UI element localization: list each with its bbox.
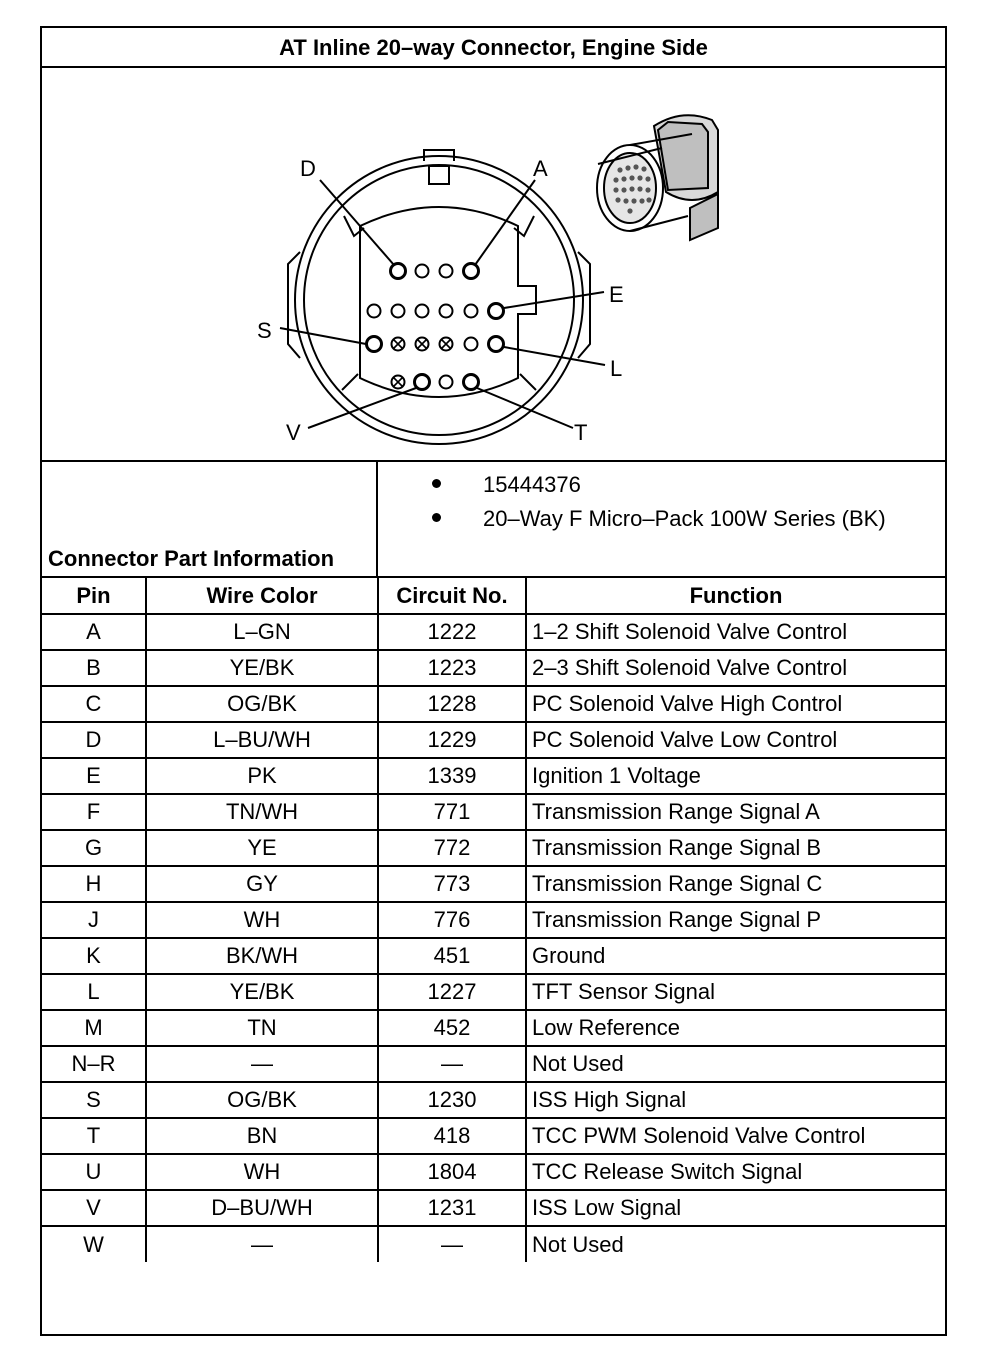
part-info-item	[378, 504, 945, 534]
cell-circuit: 1231	[378, 1190, 526, 1226]
cavity-l	[489, 337, 504, 352]
page-title: AT Inline 20–way Connector, Engine Side	[42, 28, 945, 68]
callout-l: L	[610, 356, 623, 381]
bullet-icon	[432, 479, 441, 488]
connector-inner-ring	[304, 165, 574, 435]
cell-pin: G	[42, 830, 146, 866]
cell-wire-color: —	[146, 1046, 378, 1082]
cavity	[440, 265, 453, 278]
pinout-table-body	[42, 614, 945, 1262]
cell-circuit: 773	[378, 866, 526, 902]
bullet-icon	[432, 513, 441, 522]
connector-figure	[42, 68, 945, 462]
cavity-t	[464, 375, 479, 390]
part-info-label-cell	[42, 462, 378, 578]
header-pin: Pin	[42, 578, 146, 614]
cell-pin: H	[42, 866, 146, 902]
cell-function: ISS High Signal	[526, 1082, 945, 1118]
cell-pin: N–R	[42, 1046, 146, 1082]
cell-pin: A	[42, 614, 146, 650]
cell-wire-color: BN	[146, 1118, 378, 1154]
cavity	[392, 305, 405, 318]
cell-function: 1–2 Shift Solenoid Valve Control	[526, 614, 945, 650]
cavity-a	[464, 264, 479, 279]
part-info-label: Connector Part Information	[48, 546, 335, 571]
cell-function: Transmission Range Signal A	[526, 794, 945, 830]
cell-function: Not Used	[526, 1046, 945, 1082]
callout-v: V	[286, 420, 301, 445]
cell-wire-color: WH	[146, 1154, 378, 1190]
part-info-values	[378, 462, 945, 578]
cell-circuit: 451	[378, 938, 526, 974]
table-row	[42, 1190, 945, 1226]
connector-3d-illustration	[597, 115, 718, 240]
cell-pin: U	[42, 1154, 146, 1190]
callout-s: S	[257, 318, 272, 343]
cell-circuit: —	[378, 1046, 526, 1082]
cavity	[440, 376, 453, 389]
cell-pin: M	[42, 1010, 146, 1046]
cell-function: TCC Release Switch Signal	[526, 1154, 945, 1190]
cavity-row-3	[367, 337, 504, 352]
cell-function: Transmission Range Signal C	[526, 866, 945, 902]
cell-pin: D	[42, 722, 146, 758]
table-row	[42, 1082, 945, 1118]
callout-e: E	[609, 282, 624, 307]
cell-wire-color: YE/BK	[146, 974, 378, 1010]
cell-pin: K	[42, 938, 146, 974]
cell-wire-color: L–BU/WH	[146, 722, 378, 758]
cell-function: 2–3 Shift Solenoid Valve Control	[526, 650, 945, 686]
cavity	[368, 305, 381, 318]
cell-pin: S	[42, 1082, 146, 1118]
cell-wire-color: BK/WH	[146, 938, 378, 974]
table-row	[42, 650, 945, 686]
table-row	[42, 866, 945, 902]
cell-pin: V	[42, 1190, 146, 1226]
table-row	[42, 902, 945, 938]
cavity	[416, 265, 429, 278]
cell-circuit: 1230	[378, 1082, 526, 1118]
table-row	[42, 938, 945, 974]
pinout-table	[42, 578, 945, 1262]
cell-function: ISS Low Signal	[526, 1190, 945, 1226]
cell-circuit: 771	[378, 794, 526, 830]
header-circuit: Circuit No.	[378, 578, 526, 614]
table-row	[42, 722, 945, 758]
cell-function: TFT Sensor Signal	[526, 974, 945, 1010]
cavity-s	[367, 337, 382, 352]
cell-pin: T	[42, 1118, 146, 1154]
cell-pin: C	[42, 686, 146, 722]
table-row	[42, 1226, 945, 1262]
cell-function: TCC PWM Solenoid Valve Control	[526, 1118, 945, 1154]
cell-circuit: —	[378, 1226, 526, 1262]
table-row	[42, 1010, 945, 1046]
table-row	[42, 758, 945, 794]
cell-circuit: 418	[378, 1118, 526, 1154]
table-row	[42, 686, 945, 722]
cell-wire-color: —	[146, 1226, 378, 1262]
cell-function: Transmission Range Signal B	[526, 830, 945, 866]
cell-circuit: 1222	[378, 614, 526, 650]
cell-function: Ignition 1 Voltage	[526, 758, 945, 794]
cell-circuit: 1339	[378, 758, 526, 794]
table-row	[42, 1118, 945, 1154]
callout-d: D	[300, 156, 316, 181]
cavity	[465, 338, 478, 351]
cavity-row-2	[368, 304, 504, 319]
connector-key-slot	[429, 166, 449, 184]
cell-pin: L	[42, 974, 146, 1010]
cell-function: PC Solenoid Valve Low Control	[526, 722, 945, 758]
cell-wire-color: PK	[146, 758, 378, 794]
table-row	[42, 1046, 945, 1082]
connector-diagram	[42, 68, 945, 462]
cell-wire-color: WH	[146, 902, 378, 938]
cell-circuit: 1227	[378, 974, 526, 1010]
table-row	[42, 974, 945, 1010]
part-info-item	[378, 470, 945, 500]
cell-circuit: 772	[378, 830, 526, 866]
cell-pin: B	[42, 650, 146, 686]
cell-function: Not Used	[526, 1226, 945, 1262]
cell-wire-color: L–GN	[146, 614, 378, 650]
cavity-e	[489, 304, 504, 319]
cell-wire-color: GY	[146, 866, 378, 902]
table-row	[42, 794, 945, 830]
cell-circuit: 1223	[378, 650, 526, 686]
cavity-d	[391, 264, 406, 279]
cell-wire-color: YE	[146, 830, 378, 866]
cavity	[440, 305, 453, 318]
cell-pin: F	[42, 794, 146, 830]
cell-circuit: 452	[378, 1010, 526, 1046]
cell-pin: W	[42, 1226, 146, 1262]
cavity-row-1	[391, 264, 479, 279]
part-number: 15444376	[483, 472, 581, 497]
cell-circuit: 1228	[378, 686, 526, 722]
table-row	[42, 1154, 945, 1190]
part-description: 20–Way F Micro–Pack 100W Series (BK)	[483, 506, 886, 531]
connector-outer-ring	[295, 156, 583, 444]
cell-circuit: 1229	[378, 722, 526, 758]
cell-circuit: 1804	[378, 1154, 526, 1190]
cell-pin: E	[42, 758, 146, 794]
cell-circuit: 776	[378, 902, 526, 938]
cell-wire-color: TN	[146, 1010, 378, 1046]
cavity	[465, 305, 478, 318]
table-row	[42, 830, 945, 866]
cavity-row-4	[392, 375, 479, 390]
cell-function: Transmission Range Signal P	[526, 902, 945, 938]
cell-wire-color: D–BU/WH	[146, 1190, 378, 1226]
cavity-v	[415, 375, 430, 390]
cell-wire-color: OG/BK	[146, 686, 378, 722]
cell-wire-color: TN/WH	[146, 794, 378, 830]
header-wire-color: Wire Color	[146, 578, 378, 614]
connector-sheet	[40, 26, 947, 1336]
table-header-row	[42, 578, 945, 614]
connector-insert-face	[360, 207, 536, 397]
cell-pin: J	[42, 902, 146, 938]
table-row	[42, 614, 945, 650]
callout-t: T	[574, 420, 588, 445]
cell-function: Ground	[526, 938, 945, 974]
cell-function: PC Solenoid Valve High Control	[526, 686, 945, 722]
cavity	[416, 305, 429, 318]
cell-function: Low Reference	[526, 1010, 945, 1046]
callout-a: A	[533, 156, 548, 181]
cell-wire-color: OG/BK	[146, 1082, 378, 1118]
header-function: Function	[526, 578, 945, 614]
cell-wire-color: YE/BK	[146, 650, 378, 686]
